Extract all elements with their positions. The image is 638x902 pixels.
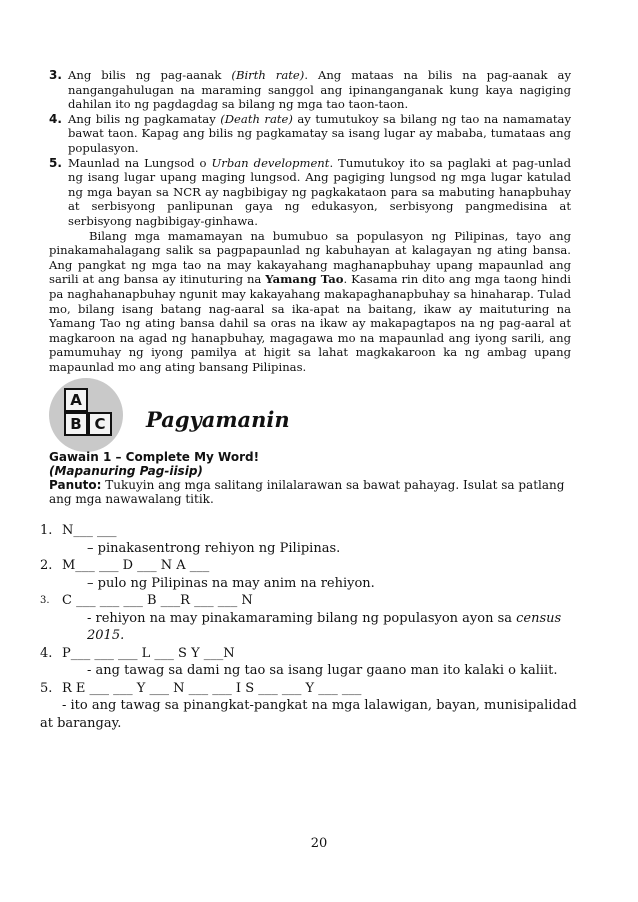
list-item [49, 112, 571, 156]
section-title: Pagyamanin [146, 407, 290, 432]
exercise-number: 4. [40, 645, 53, 661]
word-blank: C ___ ___ ___ B ___R ___ ___ N [62, 593, 253, 608]
item-number: 5. [49, 155, 62, 170]
block-a: A [64, 388, 88, 412]
body-paragraph [49, 229, 571, 375]
item-term: Urban development [211, 155, 330, 170]
item-text [68, 112, 571, 156]
paragraph-text: Bilang mga mamamayan na bumubuo sa populasyon ng Pilipinas, tayo ang pinakamahalagang salik sa pagpapaunlad ng kabuhayan at kalagayan ng ating bansa. Ang pangkat ng mga tao na may kakayahang maghanapbuhay upang mapaunlad ang sarili at ang bansa ay itinuturing na [49, 228, 571, 287]
definition-text: - ito ang tawag sa pinangkat-pangkat na mga lalawigan, bayan, munisipalidad at barangay. [40, 698, 577, 731]
activity-title: Gawain 1 – Complete My Word! [49, 450, 260, 464]
exercise-list [40, 522, 585, 732]
item-rest: ay tumutukoy sa bilang ng tao na namamatay bawat taon. Kapag ang bilis ng pagkamatay sa isang lugar ay mababa, tumataas ang populasyon. [68, 111, 572, 155]
block-b: B [64, 412, 88, 436]
word-blank: R E ___ ___ Y ___ N ___ ___ I S ___ ___ Y ___ ___ [62, 680, 362, 696]
exercise-number: 5. [40, 680, 53, 696]
exercise-word [40, 522, 585, 540]
exercise-number: 1. [40, 523, 53, 538]
exercise-word [40, 645, 585, 663]
exercise-word [40, 680, 585, 698]
block-c: C [88, 412, 112, 436]
instructions-label: Panuto: [49, 478, 102, 492]
word-blank: M___ ___ D ___ N A ___ [62, 558, 210, 573]
exercise-definition: - ang tawag sa dami ng tao sa isang lugar gaano man ito kalaki o kaliit. [87, 663, 558, 678]
item-term: (Birth rate) [231, 68, 305, 82]
item-term: (Death rate) [220, 111, 293, 126]
item-lead: Ang bilis ng pagkamatay [68, 111, 221, 126]
exercise-word [40, 592, 585, 610]
instructions-text: Tukuyin ang mga salitang inilalarawan sa bawat pahayag. Isulat sa patlang ang mga nawawalang titik. [49, 478, 565, 506]
word-blank: N___ ___ [62, 523, 117, 538]
exercise-number: 2. [40, 558, 53, 573]
list-item [49, 68, 571, 112]
exercise-word [40, 557, 585, 575]
definition-emphasis: census 2015. [87, 610, 562, 643]
activity-subtitle: (Mapanuring Pag-iisip) [49, 464, 203, 478]
item-rest: . Ang mataas na bilis na pag-aanak ay nangangahulugan na maraming sanggol ang ipinanganganak kung kaya nagiging dahilan ito ng pagdagdag sa bilang ng mga tao taon-taon. [68, 68, 571, 112]
list-item [49, 156, 571, 229]
item-text [68, 156, 571, 229]
item-lead: Maunlad na Lungsod o [68, 155, 212, 170]
exercise-definition: – pulo ng Pilipinas na may anim na rehiyon. [87, 575, 375, 591]
item-rest: . Tumutukoy ito sa paglaki at pag-unlad ng isang lugar upang maging lungsod. Ang pagiging lungsod ng mga lugar katulad ng mga bayan sa NCR ay nagbibigay ng pagkakataon para sa mabuting hanapbuhay at serbisyong panlipunan gaya ng edukasyon, serbisyong pangmedisina at serbisyong nagbibigay-ginhawa. [68, 155, 571, 228]
definition-text: - rehiyon na may pinakamaraming bilang ng populasyon ayon sa [87, 610, 517, 626]
exercise-definition: – pinakasentrong rehiyon ng Pilipinas. [87, 540, 341, 556]
item-text [68, 68, 571, 112]
paragraph-bold-term: Yamang Tao [265, 272, 344, 287]
page-number: 20 [310, 836, 328, 851]
paragraph-text: . Kasama rin dito ang mga taong hindi pa naghahanapbuhay ngunit may kakayahang makapaghanapbuhay sa hinaharap. Tulad mo, bilang isang batang nag-aaral sa ika-apat na baitang, ikaw ay maituturing na Yamang Tao ng ating bansa dahil sa oras na ikaw ay makapagtapos na ng pag-aaral at magkaroon na agad ng hanapbuhay, magagawa mo na mapaunlad ang iyong sarili, ang pamumuhay ng iyong pamilya at higit sa lahat magkakaroon ka ng ambag upang mapaunlad mo ang ating bansang Pilipinas. [49, 272, 571, 374]
exercise-definition [10, 697, 585, 732]
lesson-text [49, 68, 571, 374]
exercise-number: 3. [40, 595, 50, 606]
activity-instructions [49, 478, 571, 506]
activity-header [49, 450, 571, 506]
item-number: 4. [49, 111, 62, 126]
exercise-definition [40, 610, 585, 645]
word-blank: P___ ___ ___ L ___ S Y ___N [62, 645, 235, 661]
item-number: 3. [49, 68, 62, 82]
item-lead: Ang bilis ng pag-aanak [68, 68, 232, 82]
